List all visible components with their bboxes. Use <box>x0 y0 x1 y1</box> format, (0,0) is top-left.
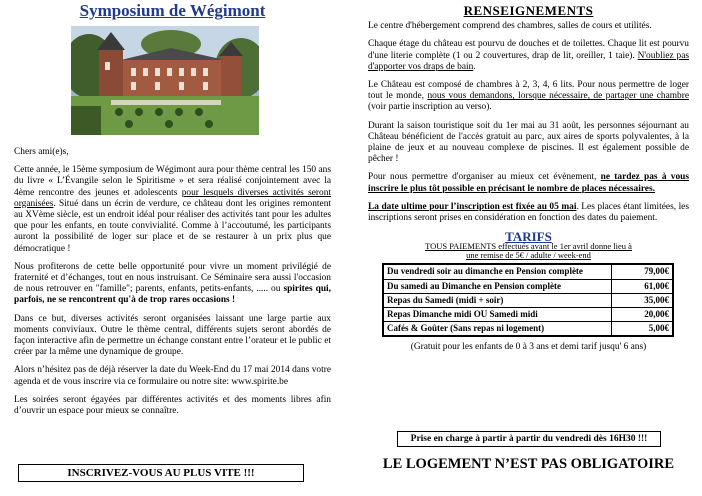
youth-activities-link-text: pour lesquels diverses activités seront organisées <box>14 187 331 209</box>
price-value: 5,00€ <box>612 322 674 337</box>
paragraph-reservation: Alors n’hésitez pas de déjà réserver la date du Week-End du 17 mai 2014 dans votre agenda et de vous inscrire via ce formulaire ou notre site: www.spirite.be <box>14 365 331 387</box>
signup-cta-box: INSCRIVEZ-VOUS AU PLUS VITE !!! <box>18 464 304 482</box>
paragraph-activities: Dans ce but, diverses activités seront organisées laissant une large partie aux moments conviviaux. Outre le thème central, différents sujets seront abordés de façon interactive afin de permettre un échange constant entre l’orateur et le public et créer par la même une dynamique de groupe. <box>14 313 331 358</box>
price-value: 35,00€ <box>612 293 674 307</box>
paragraph-evenings: Les soirées seront égayées par différentes activités et des moments libres afin d’ouvrir un espace pour mieux se connaître. <box>14 394 331 417</box>
price-row <box>383 308 673 322</box>
price-label: Cafés & Goûter (Sans repas ni logement) <box>383 322 612 337</box>
price-label: Repas Dimanche midi OU Samedi midi <box>383 308 612 322</box>
price-label: Repas du Samedi (midi + soir) <box>383 293 612 307</box>
price-value: 61,00€ <box>612 279 674 293</box>
left-column <box>14 0 331 19</box>
price-label: Du samedi au Dimanche en Pension complète <box>383 279 612 293</box>
price-row <box>383 264 673 279</box>
left-body <box>14 147 331 424</box>
info-deadline: La date ultime pour l’inscription est fixée au 05 mai. Les places étant limitées, les inscriptions seront prises en considération en fonction des dates du paiement. <box>368 201 689 224</box>
price-value: 79,00€ <box>612 264 674 279</box>
info-organize: Pour nous permettre d'organiser au mieux cet évènement, ne tardez pas à vous inscrire le plus tôt possible en précisant le nombre de places nécessaires. <box>368 172 689 194</box>
paragraph-intro: Cette année, le 15ème symposium de Wégimont aura pour thème central les 150 ans du livre « L’Évangile selon le Spiritisme » et sera réalisé conjointement avec la 4ème rencontre des jeunes et adolescents pour lesquels diverses activités seront organisées. Situé dans un écrin de verdure, ce château dont les origines remontent au XVème siècle, est un endroit idéal pour réaliser des activités tant pour les adultes que pour les enfants, en toute convivialité. Comme à l’accoutumé, les participants auront la possibilité de loger sur place et de se restaurer à un prix plus que démocratique ! <box>14 165 331 254</box>
price-row <box>383 293 673 307</box>
paragraph-fraternity: Nous profiterons de cette belle opportunité pour vivre un moment privilégié de fraternité et d’échanges, tout en nous instruisant. Ce Séminaire sera aussi l'occasion de nous retrouver en "famille"; parents, enfants, petits-enfants, ..... ou spirites qui, parfois, ne se rencontrent qu'à de trop rares occasions ! <box>14 261 331 306</box>
info-title: RENSEIGNEMENTS <box>463 3 594 18</box>
price-label: Du vendredi soir au dimanche en Pension complète <box>383 264 612 279</box>
page-title: Symposium de Wégimont <box>79 1 266 20</box>
spirites-emphasis: spirites qui, parfois, ne se rencontrent qu'à de trop rares occasions ! <box>14 284 331 306</box>
price-table <box>382 263 674 337</box>
info-centre: Le centre d'hébergement comprend des chambres, salles de cours et utilités. <box>368 21 652 32</box>
tarifs-discount-line2: une remise de 5€ / adulte / week-end <box>466 250 591 261</box>
right-column <box>368 0 689 354</box>
tarifs-discount-line1: TOUS PAIEMENTS effectués avant le 1er avril donne lieu à <box>425 241 632 252</box>
price-value: 20,00€ <box>612 308 674 322</box>
chateau-photo <box>71 26 259 135</box>
info-rooms: Le Château est composé de chambres à 2, 3, 4, 6 lits. Pour nous permettre de loger tout le monde, nous vous demandons, lorsque nécessaire, de partager une chambre (voir partie inscription au verso). <box>368 80 689 113</box>
info-season: Durant la saison touristique soit du 1er mai au 31 août, les personnes séjournant au Château bénéficient de l'accès gratuit au parc, aux aires de sports polyvalentes, à la plaine de jeux et au nouveau complexe de piscines. Il est également possible de pêcher ! <box>368 120 689 165</box>
price-row <box>383 279 673 293</box>
info-floors: Chaque étage du château est pourvu de douches et de toilettes. Chaque lit est pourvu d'une literie complète (1 ou 2 couvertures, drap de lit, oreiller, 1 taie). N'oubliez pas d'apporter vos draps de bain. <box>368 39 689 72</box>
greeting: Chers ami(e)s, <box>14 147 69 157</box>
children-note: (Gratuit pour les enfants de 0 à 3 ans et demi tarif jusqu' 6 ans) <box>410 342 647 353</box>
pickup-box: Prise en charge à partir à partir du vendredi dès 16H30 !!! <box>397 431 661 447</box>
tarifs-title: TARIFS <box>505 229 552 245</box>
price-row <box>383 322 673 337</box>
lodging-not-mandatory: LE LOGEMENT N’EST PAS OBLIGATOIRE <box>382 456 675 472</box>
